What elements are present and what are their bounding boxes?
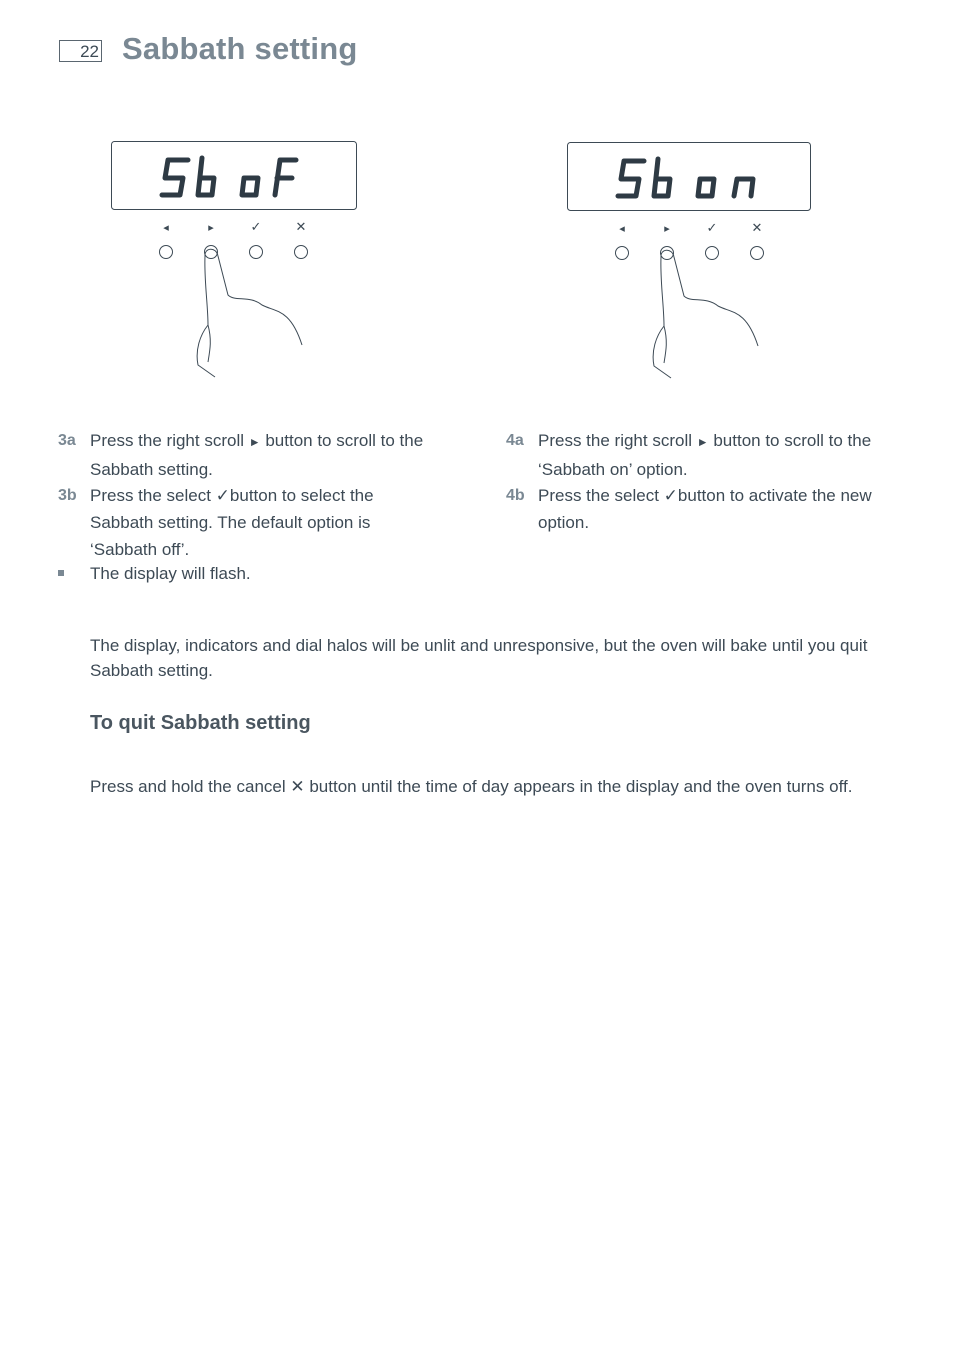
right-arrow-icon: ►: [248, 435, 261, 449]
bullet-square-icon: [58, 570, 64, 576]
svg-text:▸: ▸: [664, 222, 670, 235]
cancel-icon: ✕: [290, 777, 305, 796]
step-text: Press the select ✓button to activate the new option.: [538, 486, 872, 532]
svg-text:◂: ◂: [619, 222, 625, 235]
check-icon: ✓: [215, 486, 230, 505]
step-number: 4b: [506, 487, 525, 504]
right-arrow-icon: ►: [696, 435, 709, 449]
svg-text:✓: ✓: [706, 221, 718, 236]
step-text: Press the right scroll ► button to scroll to the ‘Sabbath on’ option.: [538, 431, 872, 479]
svg-text:✓: ✓: [250, 220, 262, 235]
bullet-text: The display will flash.: [90, 564, 251, 583]
step-number: 3a: [58, 432, 76, 449]
check-icon: ✓: [663, 486, 678, 505]
step-text: Press the right scroll ► button to scroll to the Sabbath setting.: [90, 431, 424, 479]
svg-text:✕: ✕: [295, 220, 307, 235]
svg-text:▸: ▸: [208, 221, 214, 234]
page-number: 22: [59, 40, 102, 62]
svg-text:◂: ◂: [163, 221, 169, 234]
step-text: Press the select ✓button to select the Sabbath setting. The default option is ‘Sabbath off’.: [90, 486, 374, 559]
step-number: 3b: [58, 487, 77, 504]
step-number: 4a: [506, 432, 524, 449]
svg-text:✕: ✕: [751, 221, 763, 236]
oven-display-illustration: [110, 140, 370, 385]
section-heading: To quit Sabbath setting: [90, 712, 311, 734]
oven-display-illustration: [566, 141, 826, 386]
page-title: Sabbath setting: [122, 31, 358, 66]
control-panel-illustration-on: [566, 141, 826, 386]
control-panel-illustration-off: [110, 140, 370, 385]
sabbath-description: The display, indicators and dial halos will be unlit and unresponsive, but the oven will bake until you quit Sabbath setting.: [90, 636, 868, 680]
quit-instructions: Press and hold the cancel ✕ button until the time of day appears in the display and the oven turns off.: [90, 777, 853, 796]
